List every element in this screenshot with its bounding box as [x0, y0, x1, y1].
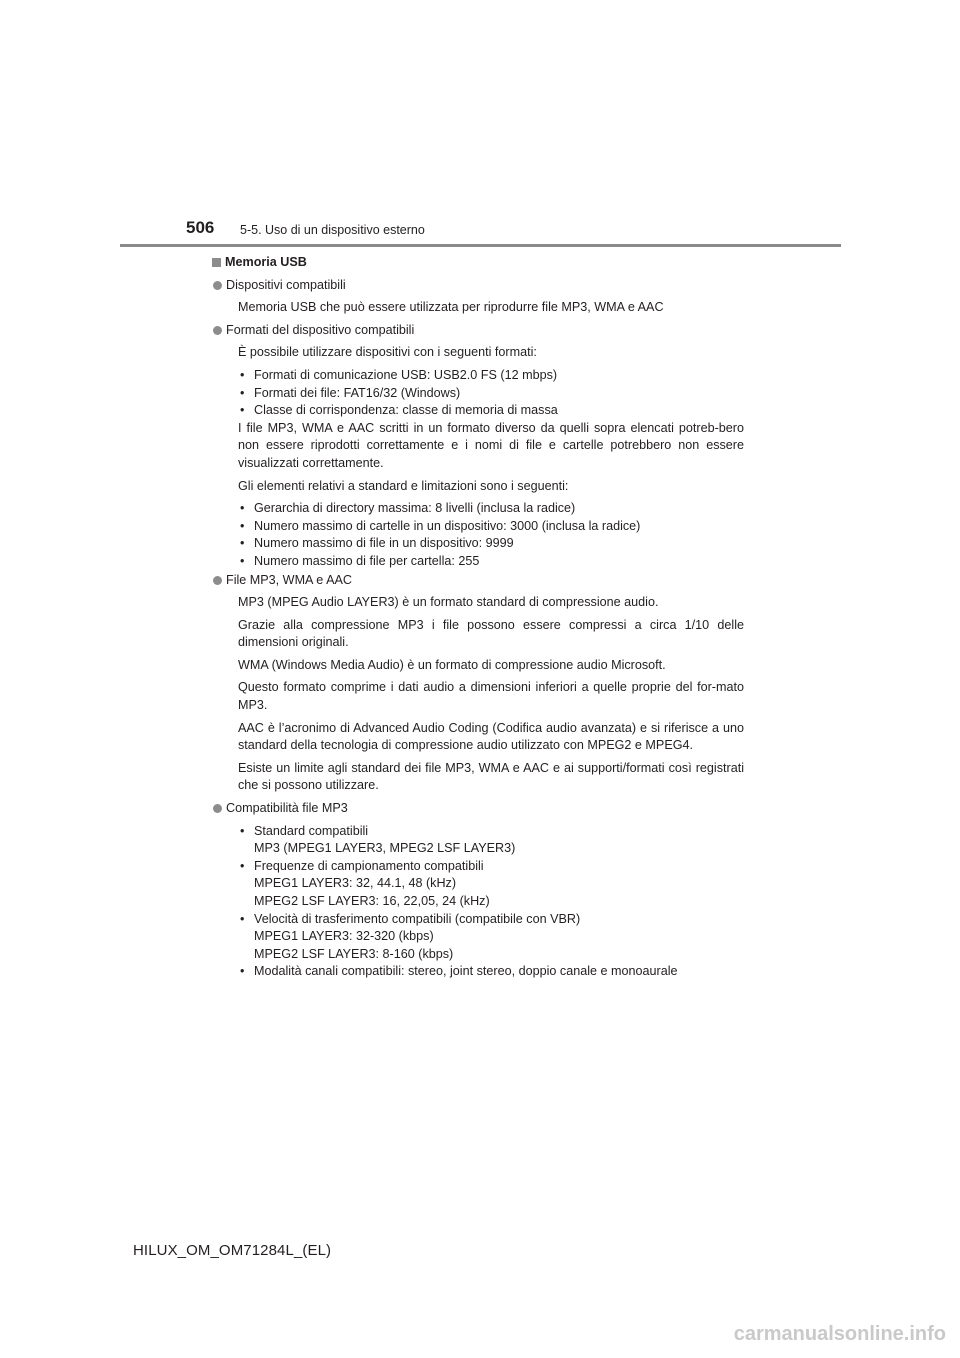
- paragraph: AAC è l’acronimo di Advanced Audio Coding (Codifica audio avanzata) e si riferisce a uno standard della tecnologia di compressione audio utilizzato con MPEG2 e MPEG4.: [238, 720, 744, 753]
- list-item: • Modalità canali compatibili: stereo, joint stereo, doppio canale e monoaurale: [240, 964, 678, 979]
- bullet-list: [238, 367, 744, 420]
- document-code: HILUX_OM_OM71284L_(EL): [133, 1242, 332, 1259]
- paragraph: Memoria USB che può essere utilizzata per riprodurre file MP3, WMA e AAC: [238, 300, 664, 315]
- subheading-compatible-devices: [212, 277, 744, 295]
- circle-bullet-icon: [213, 804, 222, 813]
- paragraph: Gli elementi relativi a standard e limitazioni sono i seguenti:: [238, 478, 569, 493]
- list-item: • Formati dei file: FAT16/32 (Windows): [240, 385, 461, 400]
- circle-bullet-icon: [213, 281, 222, 290]
- heading-text: Memoria USB: [225, 255, 307, 269]
- bullet-list: [238, 500, 744, 570]
- subheading-file-types: [212, 572, 744, 590]
- list-item: • Numero massimo di file in un dispositivo: 9999: [240, 536, 514, 551]
- subheading-text: Compatibilità file MP3: [226, 801, 348, 816]
- list-subitem: MPEG2 LSF LAYER3: 8-160 (kbps): [254, 946, 454, 961]
- paragraph: Esiste un limite agli standard dei file MP3, WMA e AAC e ai supporti/formati così registrati che si possono utilizzare.: [238, 760, 744, 793]
- subheading-text: Formati del dispositivo compatibili: [226, 322, 415, 337]
- subheading-text: Dispositivi compatibili: [226, 277, 346, 292]
- circle-bullet-icon: [213, 326, 222, 335]
- list-subitem: MPEG1 LAYER3: 32-320 (kbps): [254, 929, 434, 944]
- list-item: • Standard compatibili: [240, 823, 369, 838]
- list-subitem: MPEG1 LAYER3: 32, 44.1, 48 (kHz): [254, 876, 457, 891]
- subheading-mp3-compatibility: [212, 800, 744, 818]
- header-rule: [120, 244, 841, 247]
- list-item: • Formati di comunicazione USB: USB2.0 FS (12 mbps): [240, 367, 558, 382]
- paragraph: È possibile utilizzare dispositivi con i seguenti formati:: [238, 345, 537, 360]
- list-subitem: MPEG2 LSF LAYER3: 16, 22,05, 24 (kHz): [254, 894, 490, 908]
- square-bullet-icon: [212, 258, 221, 267]
- page-header: [0, 0, 960, 250]
- list-item: • Classe di corrispondenza: classe di memoria di massa: [240, 403, 558, 418]
- paragraph: WMA (Windows Media Audio) è un formato di compressione audio Microsoft.: [238, 657, 666, 672]
- page-content: [212, 252, 744, 981]
- paragraph: I file MP3, WMA e AAC scritti in un formato diverso da quelli sopra elencati potreb-bero non essere riprodotti correttamente e i nomi di file e cartelle potrebbero non essere visualizzati correttamente.: [238, 420, 744, 470]
- subheading-text: File MP3, WMA e AAC: [226, 572, 352, 587]
- list-item: • Gerarchia di directory massima: 8 livelli (inclusa la radice): [240, 501, 576, 516]
- list-item: • Frequenze di campionamento compatibili: [240, 858, 484, 873]
- subheading-compatible-formats: [212, 322, 744, 340]
- page-number: 506: [186, 218, 215, 237]
- paragraph: Grazie alla compressione MP3 i file possono essere compressi a circa 1/10 delle dimensioni originali.: [238, 617, 744, 650]
- list-subitem: MP3 (MPEG1 LAYER3, MPEG2 LSF LAYER3): [254, 841, 516, 856]
- watermark: carmanualsonline.info: [733, 1323, 946, 1345]
- list-item: • Numero massimo di file per cartella: 255: [240, 553, 480, 568]
- paragraph: MP3 (MPEG Audio LAYER3) è un formato standard di compressione audio.: [238, 595, 659, 610]
- paragraph: Questo formato comprime i dati audio a dimensioni inferiori a quelle proprie del for-mato MP3.: [238, 680, 744, 713]
- list-item: • Velocità di trasferimento compatibili (compatibile con VBR): [240, 911, 581, 926]
- section-title: 5-5. Uso di un dispositivo esterno: [240, 223, 425, 237]
- circle-bullet-icon: [213, 576, 222, 585]
- section-heading: [212, 254, 744, 272]
- list-item: • Numero massimo di cartelle in un dispositivo: 3000 (inclusa la radice): [240, 518, 641, 533]
- bullet-list: [238, 823, 744, 981]
